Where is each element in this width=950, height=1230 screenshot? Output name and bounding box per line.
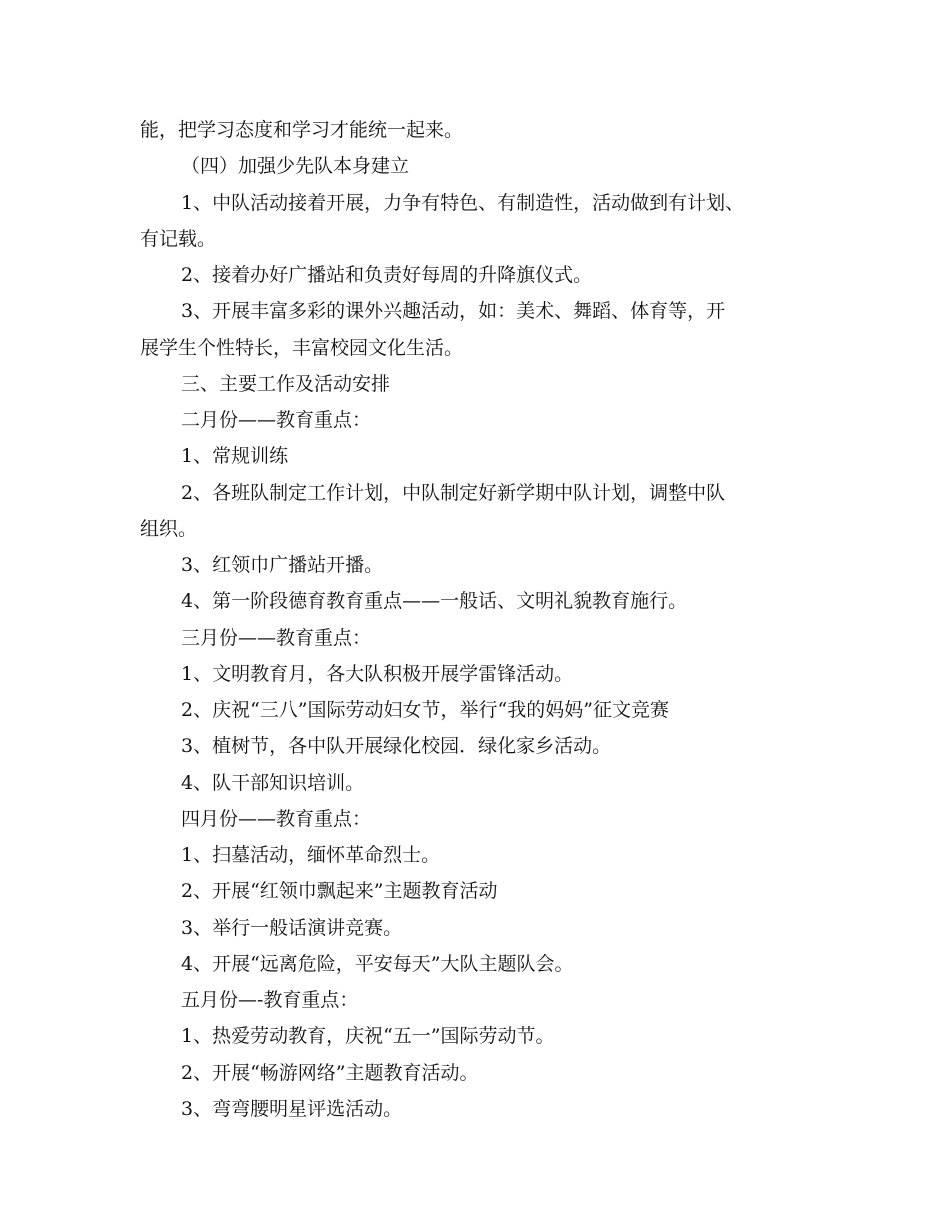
list-item: 2、接着办好广播站和负责好每周的升降旗仪式。 [181, 264, 593, 286]
list-item: 4、第一阶段德育教育重点——一般话、文明礼貌教育施行。 [181, 590, 688, 613]
month-heading: 五月份—-教育重点： [181, 989, 359, 1011]
list-item: 3、植树节，各中队开展绿化校园．绿化家乡活动。 [181, 735, 612, 758]
paragraph-continuation: 能，把学习态度和学习才能统一起来。 [140, 119, 464, 141]
month-heading: 四月份——教育重点： [181, 807, 372, 830]
list-item-continuation: 有记载。 [140, 227, 217, 250]
list-item: 1、扫墓活动，缅怀革命烈士。 [181, 844, 441, 866]
month-heading: 三月份——教育重点： [181, 626, 372, 649]
section-heading: （四）加强少先队本身建立 [181, 155, 410, 178]
list-item: 3、开展丰富多彩的课外兴趣活动，如：美术、舞蹈、体育等，开 [181, 300, 726, 323]
list-item: 2、开展“畅游网络”主题教育活动。 [181, 1061, 479, 1084]
document-body [140, 112, 830, 1127]
section-heading: 三、主要工作及活动安排 [181, 372, 391, 395]
list-item: 1、文明教育月，各大队积极开展学雷锋活动。 [181, 662, 574, 685]
list-item: 2、各班队制定工作计划，中队制定好新学期中队计划，调整中队 [181, 481, 726, 504]
month-heading: 二月份——教育重点： [181, 409, 372, 431]
list-item: 4、队干部知识培训。 [181, 771, 365, 794]
list-item: 4、开展“远离危险，平安每天”大队主题队会。 [181, 952, 574, 975]
list-item: 3、红领巾广播站开播。 [181, 554, 384, 576]
list-item: 1、常规训练 [181, 445, 289, 468]
list-item-continuation: 组织。 [140, 517, 198, 540]
list-item: 2、庆祝“三八”国际劳动妇女节，举行“我的妈妈”征文竞赛 [181, 699, 669, 721]
list-item: 3、举行一般话演讲竞赛。 [181, 916, 403, 939]
list-item: 3、弯弯腰明星评选活动。 [181, 1097, 403, 1120]
list-item: 2、开展“红领巾飘起来”主题教育活动 [181, 880, 498, 903]
list-item-continuation: 展学生个性特长，丰富校园文化生活。 [140, 336, 464, 359]
list-item: 1、中队活动接着开展，力争有特色、有制造性，活动做到有计划、 [181, 191, 745, 214]
list-item: 1、热爱劳动教育，庆祝“五一”国际劳动节。 [181, 1025, 555, 1048]
